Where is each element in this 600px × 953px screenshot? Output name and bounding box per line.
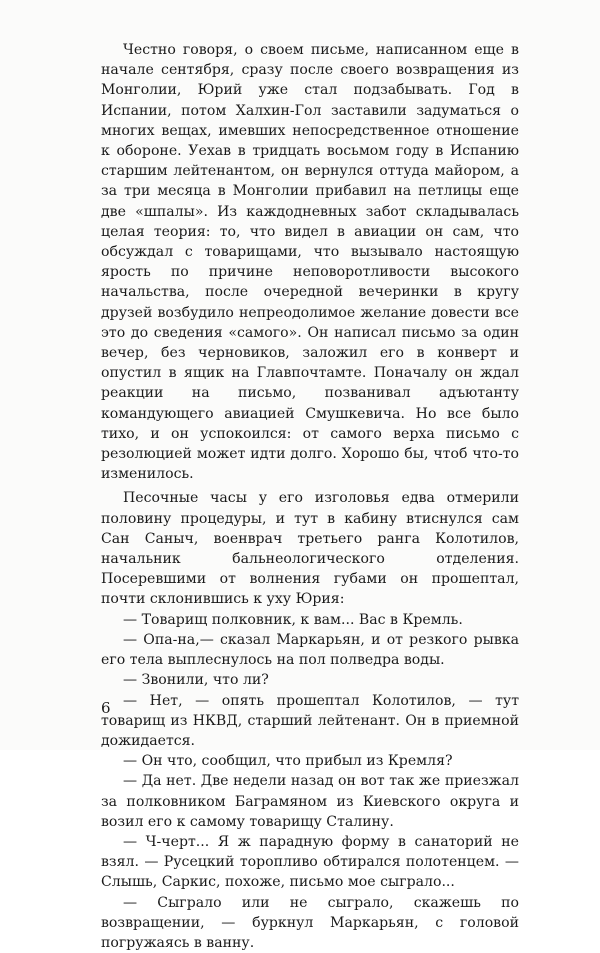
dialogue-line: — Ч-черт... Я ж парадную форму в санаторий не взял. — Русецкий торопливо обтирался полотенцем. — Слышь, Саркис, похоже, письмо мое сыграло... (101, 833, 519, 891)
paragraph: Песочные часы у его изголовья едва отмерили половину процедуры, и тут в кабину втиснулся сам Сан Саныч, военврач третьего ранга Колотилов, начальник бальнеологического отделения. Посеревшими от волнения губами он прошептал, почти склонившись к уху Юрия: (101, 490, 519, 608)
dialogue-line: — Он что, сообщил, что прибыл из Кремля? (123, 753, 453, 770)
dialogue-line: — Опа-на,— сказал Маркарьян, и от резкого рывка его тела выплеснулось на пол полведра воды. (101, 631, 519, 669)
dialogue-line: — Сыграло или не сыграло, скажешь по возвращении, — буркнул Маркарьян, с головой погружаясь в ванну. (101, 894, 519, 951)
dialogue-line: — Нет, — опять прошептал Колотилов, — тут товарищ из НКВД, старший лейтенант. Он в приемной дожидается. (101, 692, 519, 749)
body-text (101, 40, 519, 953)
dialogue-line: — Звонили, что ли? (123, 672, 269, 689)
paragraph: Честно говоря, о своем письме, написанном еще в начале сентября, сразу после своего возвращения из Монголии, Юрий уже стал подзабывать. Год в Испании, потом Халхин-Гол заставили задуматься о многих вещах, имевших непосредственное отношение к обороне. Уехав в тридцать восьмом году в Испанию старшим лейтенантом, он вернулся оттуда майором, а за три месяца в Монголии прибавил на петлицы еще две «шпалы». Из каждодневных забот складывалась целая теория: то, что видел в авиации он сам, что обсуждал с товарищами, что вызывало настоящую ярость по причине неповоротливости высокого начальства, после очередной вечеринки в кругу друзей возбудило непреодолимое желание довести все это до сведения «самого». Он написал письмо за один вечер, без черновиков, заложил его в конверт и опустил в ящик на Главпочтамте. Поначалу он ждал реакции на письмо, позванивал адъютанту командующего авиацией Смушкевича. Но все было тихо, и он успокоился: от самого верха письмо с резолюцией может идти долго. Хорошо бы, чтоб что-то изменилось. (101, 42, 519, 483)
page-number: 6 (101, 699, 111, 717)
dialogue-line: — Да нет. Две недели назад он вот так же приезжал за полковником Баграмяном из Киевского округа и возил его к самому товарищу Сталину. (101, 773, 519, 830)
dialogue-line: — Товарищ полковник, к вам... Вас в Кремль. (123, 611, 463, 628)
